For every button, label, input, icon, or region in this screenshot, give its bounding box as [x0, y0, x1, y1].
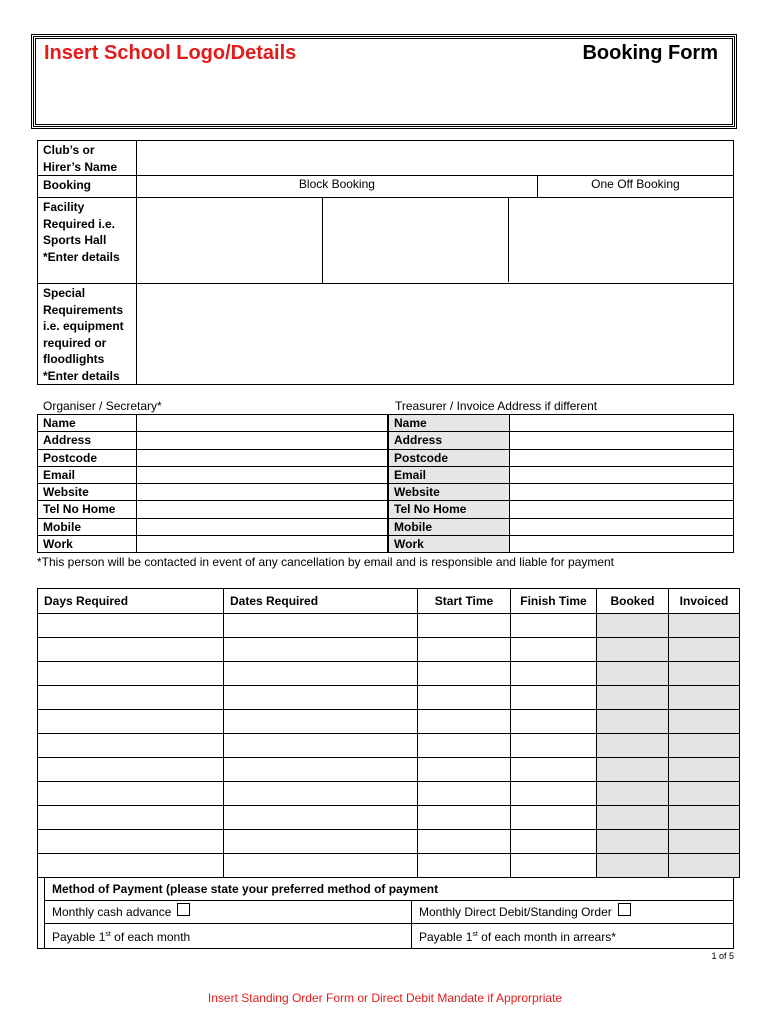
- dd-terms-sup: st: [472, 931, 478, 938]
- finish-time-cell[interactable]: [511, 758, 597, 782]
- days-cell[interactable]: [38, 710, 224, 734]
- treasurer-mobile-label: Mobile: [389, 518, 510, 535]
- form-title: Booking Form: [582, 42, 718, 64]
- option-direct-debit[interactable]: [412, 901, 734, 924]
- dates-cell[interactable]: [224, 782, 418, 806]
- booked-cell: [597, 782, 669, 806]
- option-cash-advance[interactable]: [45, 901, 412, 924]
- payment-side-margin: [38, 878, 45, 949]
- direct-debit-checkbox[interactable]: [618, 903, 631, 916]
- days-cell[interactable]: [38, 854, 224, 878]
- option-cash-advance-label: Monthly cash advance: [52, 905, 172, 919]
- dd-terms-prefix: Payable 1: [419, 930, 473, 944]
- start-time-cell[interactable]: [418, 614, 511, 638]
- schedule-row: [38, 686, 740, 710]
- facility-field-3[interactable]: [509, 198, 734, 282]
- block-booking-option[interactable]: Block Booking: [137, 176, 538, 198]
- treasurer-website-label: Website: [389, 484, 510, 501]
- schedule-row: [38, 638, 740, 662]
- invoiced-cell: [669, 806, 740, 830]
- booked-cell: [597, 710, 669, 734]
- dates-cell[interactable]: [224, 662, 418, 686]
- organiser-website-field[interactable]: [137, 484, 388, 501]
- invoiced-cell: [669, 758, 740, 782]
- schedule-row: [38, 758, 740, 782]
- dates-cell[interactable]: [224, 734, 418, 758]
- cash-advance-checkbox[interactable]: [177, 903, 190, 916]
- schedule-rows: [38, 614, 740, 878]
- treasurer-postcode-label: Postcode: [389, 449, 510, 466]
- organiser-website-label: Website: [38, 484, 137, 501]
- direct-debit-terms: [412, 924, 734, 949]
- payment-method-table: [37, 877, 734, 949]
- dates-cell[interactable]: [224, 686, 418, 710]
- days-cell[interactable]: [38, 638, 224, 662]
- schedule-row: [38, 830, 740, 854]
- start-time-cell[interactable]: [418, 830, 511, 854]
- booked-cell: [597, 758, 669, 782]
- header-invoiced: Invoiced: [669, 589, 740, 614]
- finish-time-cell[interactable]: [511, 806, 597, 830]
- header-dates-required: Dates Required: [224, 589, 418, 614]
- days-cell[interactable]: [38, 806, 224, 830]
- organiser-work-field[interactable]: [137, 536, 388, 553]
- booking-info-table: [37, 140, 734, 385]
- days-cell[interactable]: [38, 662, 224, 686]
- cash-terms-suffix: of each month: [110, 930, 191, 944]
- organiser-tel-field[interactable]: [137, 501, 388, 518]
- option-direct-debit-label: Monthly Direct Debit/Standing Order: [419, 905, 612, 919]
- booked-cell: [597, 686, 669, 710]
- days-cell[interactable]: [38, 830, 224, 854]
- days-cell[interactable]: [38, 758, 224, 782]
- booked-cell: [597, 854, 669, 878]
- organiser-name-label: Name: [38, 415, 137, 432]
- header-booked: Booked: [597, 589, 669, 614]
- one-off-booking-option[interactable]: One Off Booking: [537, 176, 733, 198]
- organiser-tel-label: Tel No Home: [38, 501, 137, 518]
- organiser-address-label: Address: [38, 432, 137, 449]
- footer-note: Insert Standing Order Form or Direct Debit Mandate if Approrpriate: [207, 991, 563, 1005]
- treasurer-table: [388, 414, 734, 553]
- treasurer-email-field[interactable]: [510, 466, 734, 483]
- club-name-label: Club’s or Hirer’s Name: [38, 141, 137, 176]
- booked-cell: [597, 638, 669, 662]
- treasurer-work-field[interactable]: [510, 536, 734, 553]
- finish-time-cell[interactable]: [511, 830, 597, 854]
- start-time-cell[interactable]: [418, 758, 511, 782]
- invoiced-cell: [669, 830, 740, 854]
- treasurer-name-label: Name: [389, 415, 510, 432]
- finish-time-cell[interactable]: [511, 614, 597, 638]
- booked-cell: [597, 830, 669, 854]
- invoiced-cell: [669, 662, 740, 686]
- booked-cell: [597, 734, 669, 758]
- invoiced-cell: [669, 638, 740, 662]
- organiser-email-label: Email: [38, 466, 137, 483]
- schedule-row: [38, 734, 740, 758]
- liability-note: *This person will be contacted in event of any cancellation by email and is responsible and liable for payment: [37, 555, 614, 569]
- organiser-name-field[interactable]: [137, 415, 388, 432]
- page-number: 1 of 5: [711, 951, 734, 961]
- start-time-cell[interactable]: [418, 782, 511, 806]
- treasurer-title: Treasurer / Invoice Address if different: [395, 399, 598, 413]
- treasurer-postcode-field[interactable]: [510, 449, 734, 466]
- dd-terms-suffix: of each month in arrears*: [477, 930, 616, 944]
- dates-cell[interactable]: [224, 710, 418, 734]
- invoiced-cell: [669, 710, 740, 734]
- organiser-email-field[interactable]: [137, 466, 388, 483]
- start-time-cell[interactable]: [418, 806, 511, 830]
- header-finish-time: Finish Time: [511, 589, 597, 614]
- dates-cell[interactable]: [224, 830, 418, 854]
- organiser-address-field[interactable]: [137, 432, 388, 449]
- booked-cell: [597, 662, 669, 686]
- finish-time-cell[interactable]: [511, 662, 597, 686]
- schedule-row: [38, 806, 740, 830]
- treasurer-work-label: Work: [389, 536, 510, 553]
- schedule-row: [38, 614, 740, 638]
- start-time-cell[interactable]: [418, 662, 511, 686]
- dates-cell[interactable]: [224, 758, 418, 782]
- treasurer-name-field[interactable]: [510, 415, 734, 432]
- schedule-table: [37, 588, 740, 878]
- schedule-row: [38, 854, 740, 878]
- days-cell[interactable]: [38, 686, 224, 710]
- treasurer-address-label: Address: [389, 432, 510, 449]
- dates-cell[interactable]: [224, 854, 418, 878]
- dates-cell[interactable]: [224, 638, 418, 662]
- finish-time-cell[interactable]: [511, 782, 597, 806]
- cash-terms-sup: st: [105, 931, 111, 938]
- cash-advance-terms: [45, 924, 412, 949]
- start-time-cell[interactable]: [418, 854, 511, 878]
- finish-time-cell[interactable]: [511, 734, 597, 758]
- dates-cell[interactable]: [224, 806, 418, 830]
- facility-field-1[interactable]: [137, 198, 323, 284]
- invoiced-cell: [669, 686, 740, 710]
- facility-label: Facility Required i.e. Sports Hall *Enter details: [38, 198, 137, 284]
- booked-cell: [597, 806, 669, 830]
- schedule-row: [38, 782, 740, 806]
- days-cell[interactable]: [38, 782, 224, 806]
- treasurer-email-label: Email: [389, 466, 510, 483]
- days-cell[interactable]: [38, 614, 224, 638]
- invoiced-cell: [669, 614, 740, 638]
- schedule-row: [38, 710, 740, 734]
- special-requirements-label: Special Requirements i.e. equipment required or floodlights *Enter details: [38, 284, 137, 385]
- days-cell[interactable]: [38, 734, 224, 758]
- organiser-postcode-label: Postcode: [38, 449, 137, 466]
- treasurer-website-field[interactable]: [510, 484, 734, 501]
- finish-time-cell[interactable]: [511, 854, 597, 878]
- schedule-row: [38, 662, 740, 686]
- finish-time-cell[interactable]: [511, 638, 597, 662]
- treasurer-tel-field[interactable]: [510, 501, 734, 518]
- special-requirements-field[interactable]: [137, 284, 734, 385]
- start-time-cell[interactable]: [418, 734, 511, 758]
- treasurer-address-field[interactable]: [510, 432, 734, 449]
- invoiced-cell: [669, 782, 740, 806]
- treasurer-mobile-field[interactable]: [510, 518, 734, 535]
- school-details-placeholder: Insert School Logo/Details: [44, 42, 297, 64]
- organiser-title: Organiser / Secretary*: [43, 399, 162, 413]
- facility-field-2[interactable]: [323, 198, 509, 282]
- organiser-work-label: Work: [38, 536, 137, 553]
- payment-method-title: Method of Payment (please state your preferred method of payment: [45, 878, 734, 901]
- finish-time-cell[interactable]: [511, 686, 597, 710]
- cash-terms-prefix: Payable 1: [52, 930, 106, 944]
- organiser-mobile-field[interactable]: [137, 518, 388, 535]
- organiser-table: [37, 414, 388, 553]
- dates-cell[interactable]: [224, 614, 418, 638]
- booked-cell: [597, 614, 669, 638]
- organiser-postcode-field[interactable]: [137, 449, 388, 466]
- start-time-cell[interactable]: [418, 638, 511, 662]
- treasurer-tel-label: Tel No Home: [389, 501, 510, 518]
- booking-label: Booking: [38, 176, 137, 198]
- start-time-cell[interactable]: [418, 710, 511, 734]
- facility-fields: [323, 198, 734, 284]
- invoiced-cell: [669, 734, 740, 758]
- header-start-time: Start Time: [418, 589, 511, 614]
- header-days-required: Days Required: [38, 589, 224, 614]
- invoiced-cell: [669, 854, 740, 878]
- club-name-field[interactable]: [137, 141, 734, 176]
- finish-time-cell[interactable]: [511, 710, 597, 734]
- start-time-cell[interactable]: [418, 686, 511, 710]
- organiser-mobile-label: Mobile: [38, 518, 137, 535]
